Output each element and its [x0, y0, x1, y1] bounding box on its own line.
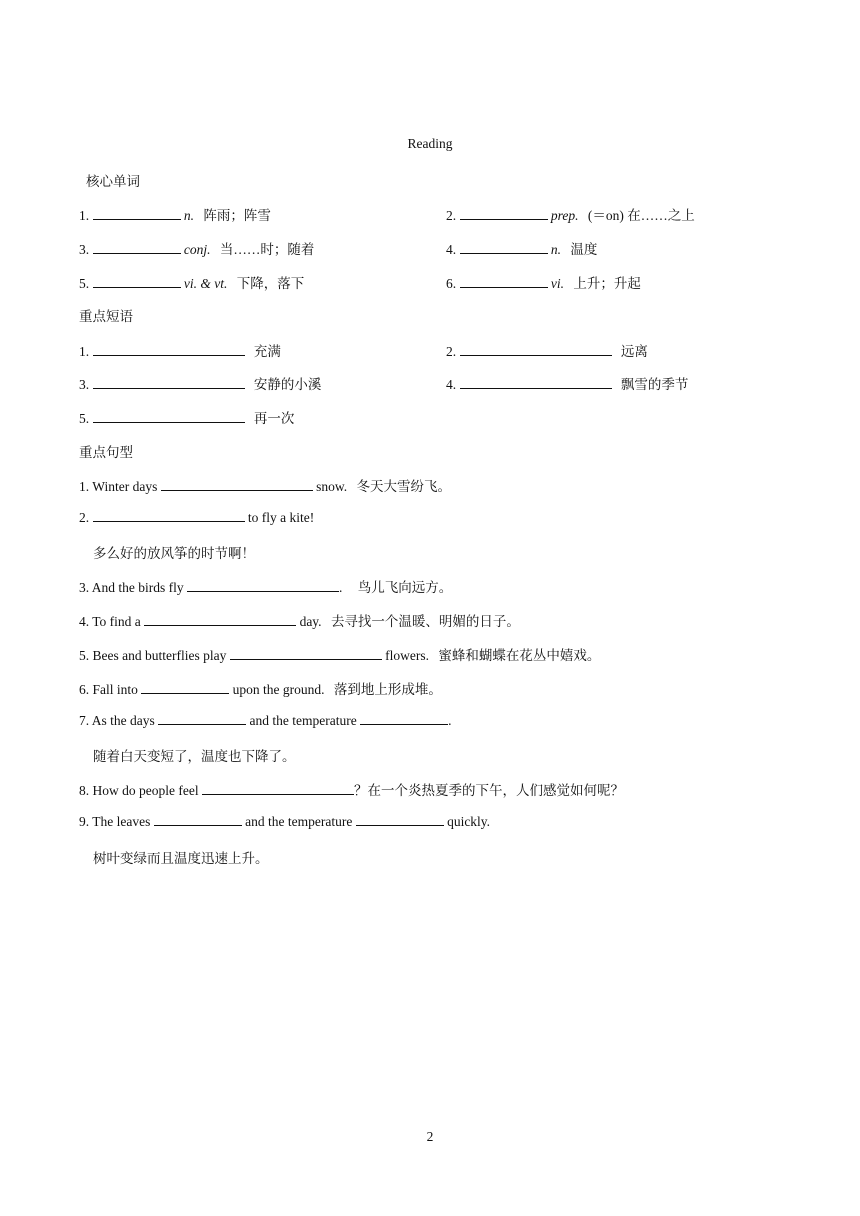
phrase-item-3: [79, 373, 321, 393]
item-number: 2.: [446, 344, 457, 359]
translation: 多么好的放风筝的时节啊！: [93, 546, 255, 561]
sentence-text: 1. Winter days: [79, 479, 158, 494]
part-of-speech: n.: [550, 242, 561, 257]
meaning: 阵雨；阵雪: [203, 208, 271, 223]
answer-blank[interactable]: [187, 579, 339, 592]
page-title: Reading: [407, 136, 453, 151]
item-number: 6.: [446, 276, 457, 291]
sentence-item-9: [79, 813, 490, 830]
sentence-item-8: [79, 779, 624, 799]
meaning: (＝on) 在……之上: [587, 208, 695, 223]
translation: 树叶变绿而且温度迅速上升。: [93, 851, 269, 866]
answer-blank[interactable]: [158, 712, 246, 725]
translation: 冬天大雪纷飞。: [356, 479, 451, 494]
item-number: 5.: [79, 276, 90, 291]
sentence-text: quickly.: [447, 814, 491, 829]
vocab-item-3: [79, 238, 314, 258]
answer-blank[interactable]: [360, 712, 448, 725]
meaning: 飘雪的季节: [620, 377, 689, 392]
sentence-text: to fly a kite!: [247, 510, 315, 525]
meaning: 下降，落下: [236, 276, 305, 291]
item-number: 3.: [79, 242, 90, 257]
phrase-item-5: [79, 407, 294, 427]
answer-blank[interactable]: [202, 782, 354, 795]
meaning: 充满: [253, 344, 281, 359]
sentence-text: 7. As the days: [79, 713, 155, 728]
meaning: 当……时；随着: [219, 242, 315, 257]
page-number: 2: [426, 1129, 434, 1144]
part-of-speech: conj.: [183, 242, 211, 257]
item-number: 5.: [79, 411, 90, 426]
meaning: 上升；升起: [573, 276, 641, 291]
section-vocab: 核心单词: [86, 174, 140, 189]
translation: 随着白天变短了，温度也下降了。: [93, 749, 296, 764]
sentence-text: 6. Fall into: [79, 682, 138, 697]
answer-blank[interactable]: [356, 813, 444, 826]
sentence-text: flowers.: [385, 648, 429, 663]
phrase-item-4: [446, 373, 688, 393]
item-number: 4.: [446, 242, 457, 257]
item-number: 2.: [446, 208, 457, 223]
item-number: 1.: [79, 208, 90, 223]
sentence-item-1: [79, 475, 451, 495]
vocab-item-1: [79, 204, 271, 224]
vocab-item-2: [446, 204, 695, 224]
answer-blank[interactable]: [460, 241, 548, 254]
part-of-speech: vi.: [550, 276, 564, 291]
meaning: 再一次: [253, 411, 295, 426]
sentence-text: 9. The leaves: [79, 814, 151, 829]
sentence-item-4: [79, 610, 520, 630]
vocab-item-5: [79, 272, 304, 292]
phrase-item-1: [79, 340, 281, 360]
sentence-item-3: [79, 576, 452, 596]
answer-blank[interactable]: [460, 275, 548, 288]
sentence-text: 8. How do people feel: [79, 783, 199, 798]
sentence-text: and the temperature: [249, 713, 357, 728]
part-of-speech: vi. & vt.: [183, 276, 228, 291]
answer-blank[interactable]: [93, 509, 245, 522]
sentence-text: 3. And the birds fly: [79, 580, 184, 595]
part-of-speech: prep.: [550, 208, 579, 223]
sentence-item-5: [79, 644, 600, 664]
sentence-item-2: [79, 509, 314, 526]
answer-blank[interactable]: [93, 241, 181, 254]
answer-blank[interactable]: [141, 681, 229, 694]
answer-blank[interactable]: [154, 813, 242, 826]
sentence-text: day.: [299, 614, 322, 629]
sentence-text: and the temperature: [245, 814, 353, 829]
answer-blank[interactable]: [93, 207, 181, 220]
translation: 落到地上形成堆。: [333, 682, 442, 697]
answer-blank[interactable]: [93, 275, 181, 288]
sentence-text: 4. To find a: [79, 614, 141, 629]
answer-blank[interactable]: [144, 613, 296, 626]
translation: 鸟儿飞向远方。: [357, 580, 453, 595]
answer-blank[interactable]: [460, 343, 612, 356]
item-number: 1.: [79, 344, 90, 359]
answer-blank[interactable]: [460, 376, 612, 389]
meaning: 温度: [570, 242, 598, 257]
translation: ？在一个炎热夏季的下午，人们感觉如何呢？: [353, 783, 624, 798]
phrase-item-2: [446, 340, 648, 360]
answer-blank[interactable]: [93, 410, 245, 423]
item-number: 4.: [446, 377, 457, 392]
part-of-speech: n.: [183, 208, 194, 223]
section-phrases: 重点短语: [79, 309, 133, 324]
sentence-item-7: [79, 712, 451, 729]
answer-blank[interactable]: [460, 207, 548, 220]
sentence-text: 5. Bees and butterflies play: [79, 648, 227, 663]
translation: 蜜蜂和蝴蝶在花丛中嬉戏。: [438, 648, 601, 663]
vocab-item-6: [446, 272, 641, 292]
meaning: 安静的小溪: [253, 377, 322, 392]
sentence-text: 2.: [79, 510, 90, 525]
answer-blank[interactable]: [93, 376, 245, 389]
sentence-text: .: [448, 713, 452, 728]
translation: 去寻找一个温暖、明媚的日子。: [330, 614, 520, 629]
vocab-item-4: [446, 238, 597, 258]
answer-blank[interactable]: [230, 647, 382, 660]
meaning: 远离: [620, 344, 648, 359]
sentence-text: .: [339, 580, 343, 595]
sentence-text: snow.: [316, 479, 348, 494]
section-sentences: 重点句型: [79, 445, 133, 460]
answer-blank[interactable]: [93, 343, 245, 356]
answer-blank[interactable]: [161, 478, 313, 491]
item-number: 3.: [79, 377, 90, 392]
sentence-item-6: [79, 678, 442, 698]
sentence-text: upon the ground.: [232, 682, 325, 697]
